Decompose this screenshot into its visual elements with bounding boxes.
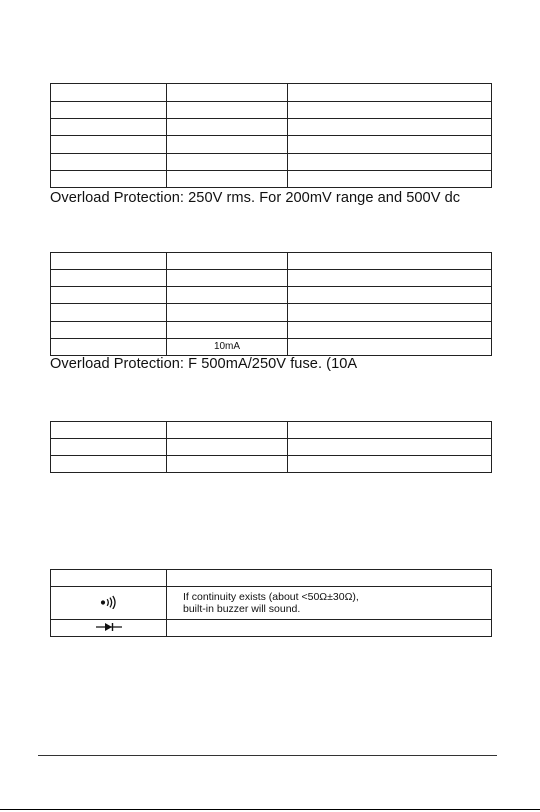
table-cell <box>167 136 288 154</box>
table-cell <box>288 456 492 473</box>
table-cell <box>288 136 492 154</box>
function-icon-cell <box>51 570 167 587</box>
table-cell <box>288 171 492 188</box>
continuity-buzzer-icon <box>99 595 119 611</box>
table-cell <box>167 304 288 322</box>
table-cell <box>167 270 288 287</box>
table-cell <box>167 154 288 171</box>
table-row <box>51 620 492 637</box>
continuity-description-line: If continuity exists (about <50Ω±30Ω), <box>183 591 359 603</box>
table-cell <box>51 439 167 456</box>
table-cell <box>51 287 167 304</box>
overload-protection-note: Overload Protection: 250V rms. For 200mV range and 500V dc <box>50 190 461 206</box>
table-cell <box>167 287 288 304</box>
table-cell <box>288 287 492 304</box>
table-cell <box>51 102 167 119</box>
function-table <box>50 569 492 637</box>
table-cell <box>51 456 167 473</box>
table-cell <box>167 102 288 119</box>
dc-voltage-table <box>50 83 492 188</box>
table-cell <box>288 119 492 136</box>
table-row <box>51 456 492 473</box>
table-row <box>51 322 492 339</box>
table-cell <box>288 154 492 171</box>
table-row <box>51 171 492 188</box>
table-row <box>51 287 492 304</box>
table-cell <box>167 439 288 456</box>
table-row <box>51 119 492 136</box>
table-cell <box>288 304 492 322</box>
footer-divider <box>38 755 497 756</box>
table-row <box>51 570 492 587</box>
range-cell: 10mA <box>167 339 288 356</box>
table-cell <box>51 84 167 102</box>
table-cell <box>288 339 492 356</box>
table-row <box>51 439 492 456</box>
table-row <box>51 253 492 270</box>
table-cell <box>288 253 492 270</box>
table-cell <box>167 171 288 188</box>
overload-protection-note: Overload Protection: F 500mA/250V fuse. (10A <box>50 356 358 372</box>
table-cell <box>167 84 288 102</box>
function-icon-cell <box>51 587 167 620</box>
table-row <box>51 84 492 102</box>
table-cell <box>288 322 492 339</box>
table-cell <box>288 422 492 439</box>
table-row <box>51 270 492 287</box>
table-cell <box>51 304 167 322</box>
table-cell <box>51 171 167 188</box>
table-cell <box>51 253 167 270</box>
table-cell <box>288 270 492 287</box>
table-row <box>51 136 492 154</box>
third-spec-table <box>50 421 492 473</box>
table-cell <box>167 422 288 439</box>
table-cell <box>288 439 492 456</box>
table-row <box>51 339 492 356</box>
function-description-cell <box>167 587 492 620</box>
table-cell <box>51 422 167 439</box>
table-cell <box>167 253 288 270</box>
table-cell <box>288 102 492 119</box>
continuity-description-line: built-in buzzer will sound. <box>183 603 301 615</box>
table-cell <box>167 456 288 473</box>
table-cell <box>51 154 167 171</box>
function-description-cell <box>167 620 492 637</box>
table-cell <box>167 119 288 136</box>
dc-current-table <box>50 252 492 356</box>
table-cell <box>167 322 288 339</box>
page-bottom-edge <box>0 809 540 810</box>
table-cell <box>51 136 167 154</box>
function-description-cell <box>167 570 492 587</box>
table-row <box>51 587 492 620</box>
diode-icon <box>96 622 122 634</box>
table-row <box>51 422 492 439</box>
table-cell <box>51 322 167 339</box>
table-row <box>51 102 492 119</box>
table-cell <box>51 119 167 136</box>
table-cell <box>51 270 167 287</box>
table-cell <box>288 84 492 102</box>
table-cell <box>51 339 167 356</box>
table-row <box>51 304 492 322</box>
function-icon-cell <box>51 620 167 637</box>
table-row <box>51 154 492 171</box>
